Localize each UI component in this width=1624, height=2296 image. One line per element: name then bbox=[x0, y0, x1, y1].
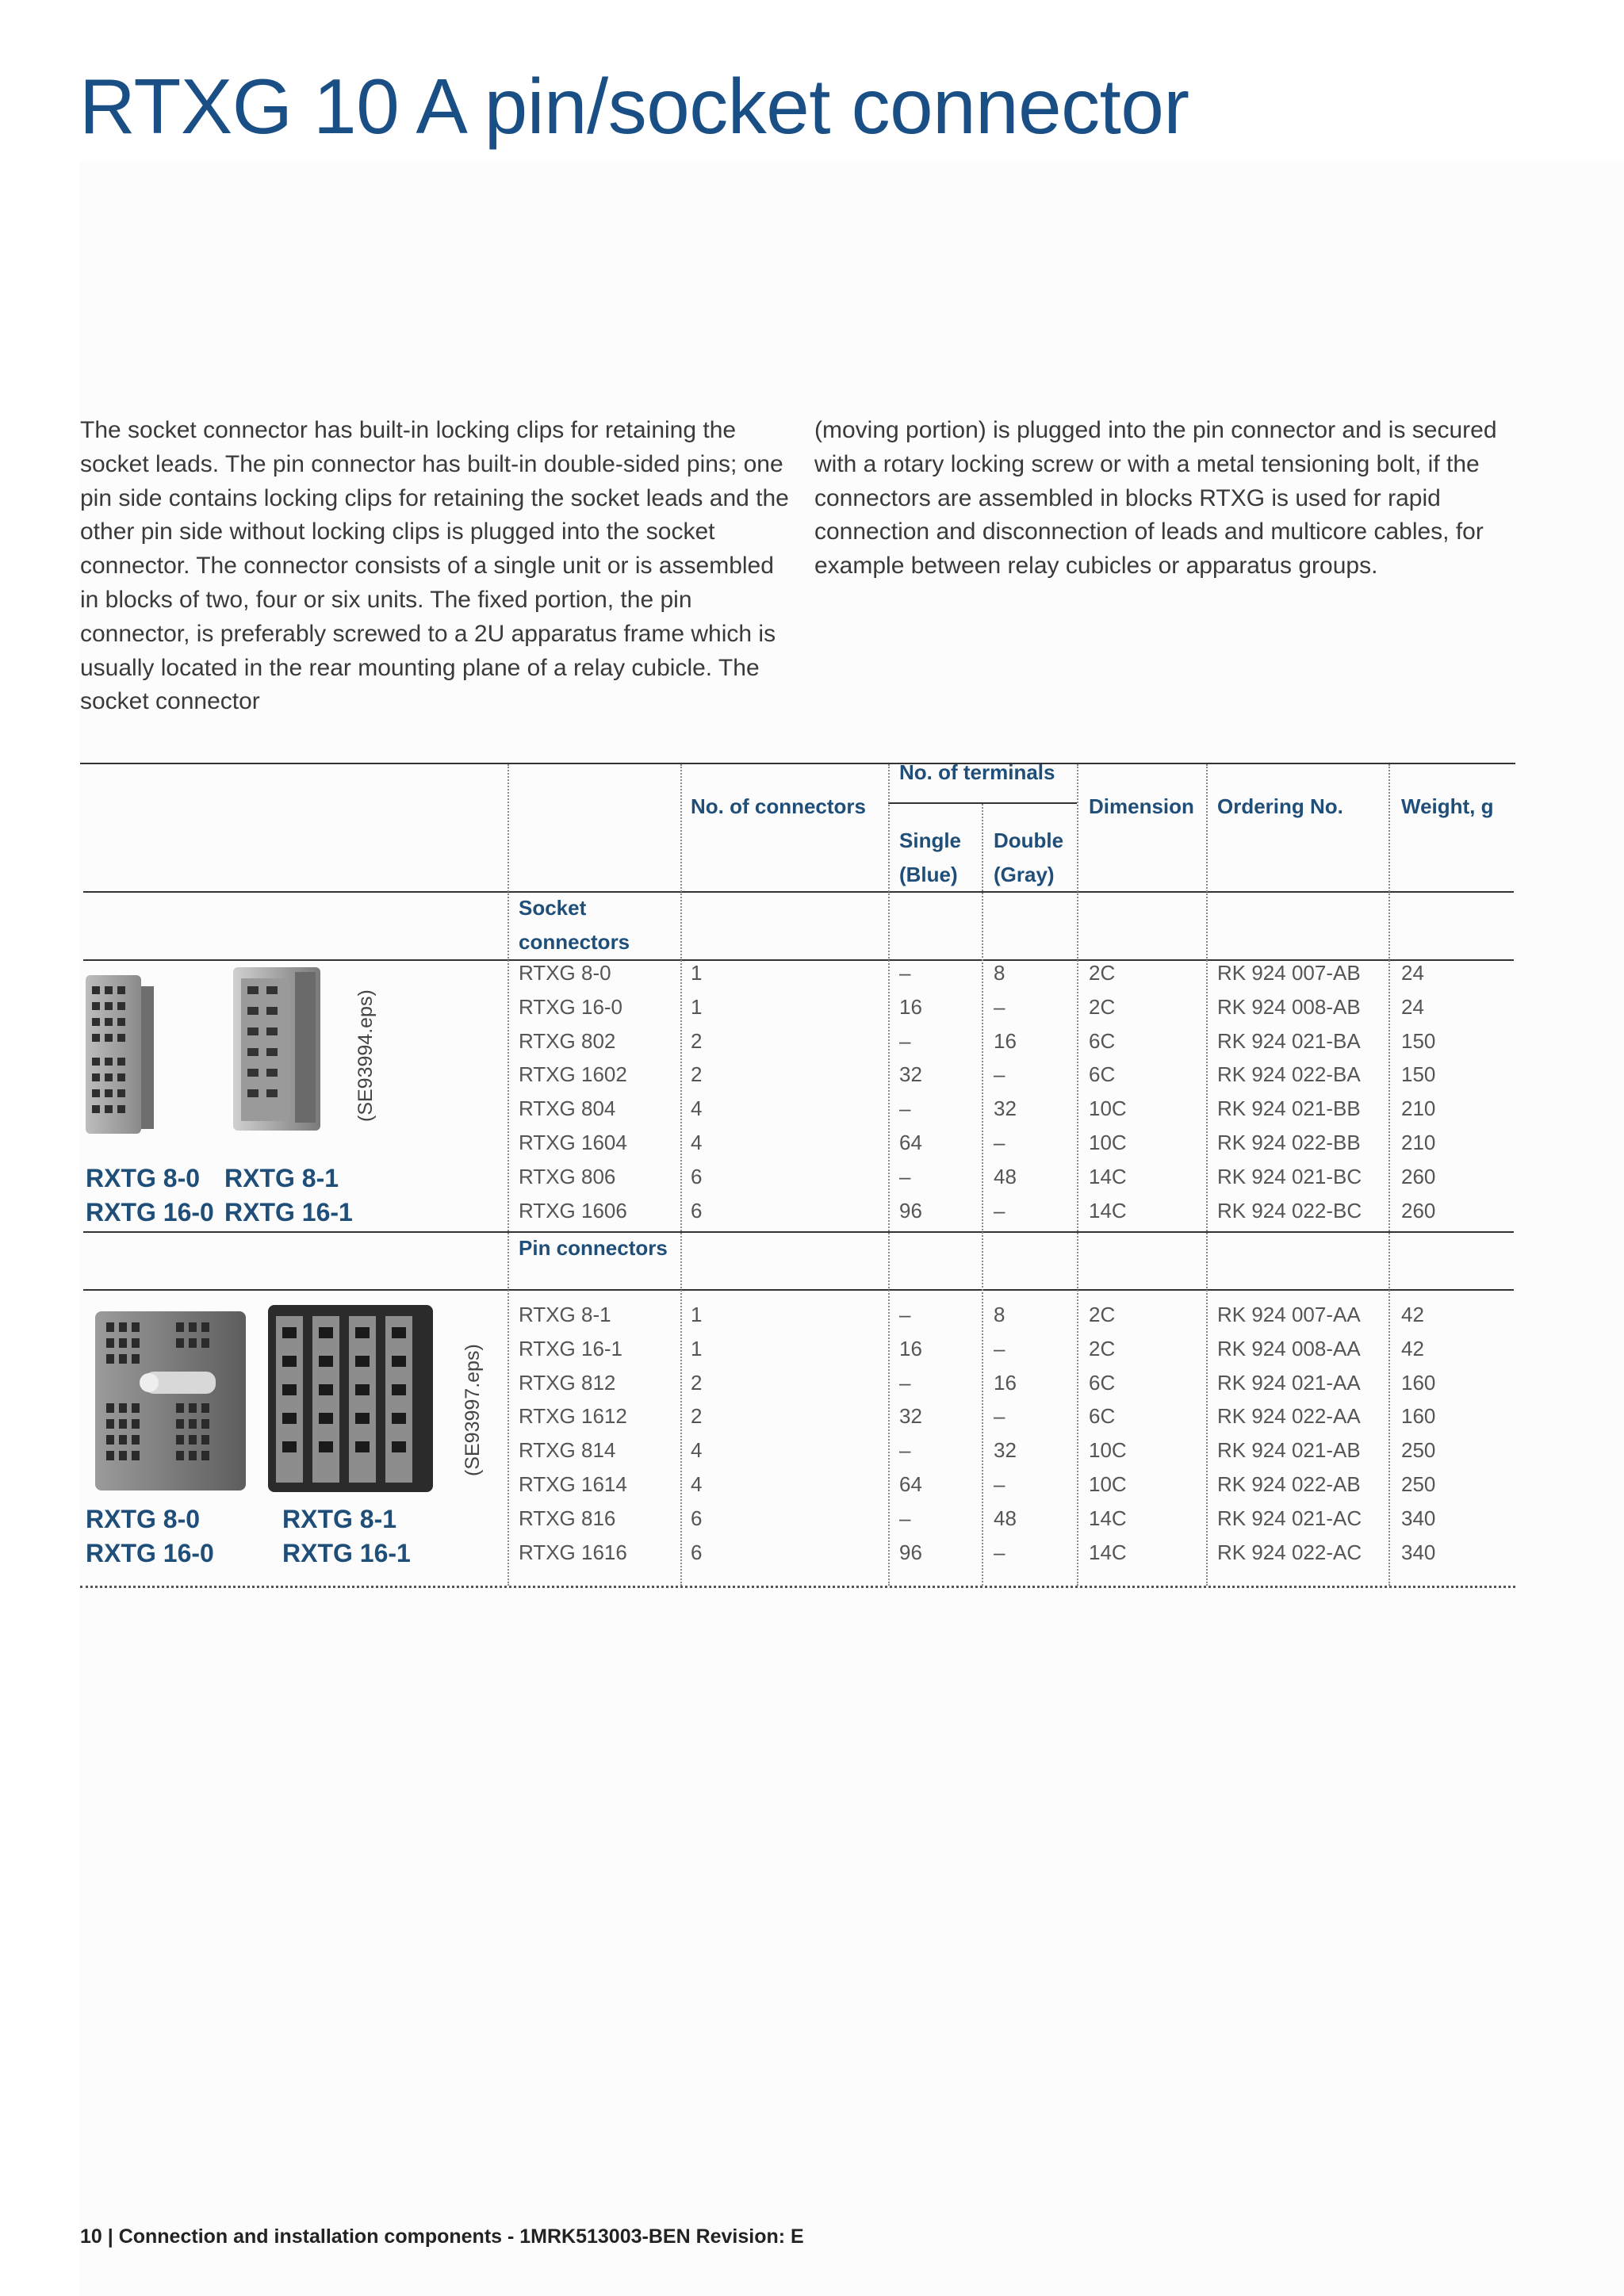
header-bottom-rule bbox=[83, 891, 1514, 893]
socket-figure-label: RXTG 8-1 bbox=[224, 1164, 339, 1192]
cell-conn: 2 bbox=[691, 1404, 703, 1429]
cell-double: – bbox=[994, 1540, 1005, 1564]
cell-order: RK 924 022-BC bbox=[1217, 1198, 1362, 1223]
cell-single: – bbox=[899, 1370, 911, 1395]
cell-type: RTXG 1606 bbox=[519, 1198, 627, 1223]
cell-single: – bbox=[899, 1028, 911, 1053]
cell-single: – bbox=[899, 1303, 911, 1326]
cell-order: RK 924 022-AB bbox=[1217, 1472, 1361, 1496]
cell-dim: 10C bbox=[1089, 1096, 1127, 1121]
cell-conn: 1 bbox=[691, 1336, 703, 1360]
header-ordering: Ordering No. bbox=[1217, 794, 1343, 818]
cell-type: RTXG 812 bbox=[519, 1370, 616, 1395]
cell-type: RTXG 806 bbox=[519, 1164, 616, 1188]
intro-paragraph-left: The socket connector has built-in locking clips for retaining the socket leads. The pin connector has built-in double-sided pins; one pin side contains locking clips for retaining the socket leads and the other pin side without locking clips is plugged into the socket connector. The connector consists of a single unit or is assembled in blocks of two, four or six units. The fixed portion, the pin connector, is preferably screwed to a 2U apparatus frame which is usually located in the rear mounting plane of a relay cubicle. The socket connector bbox=[80, 417, 789, 715]
page-footer: 10 | Connection and installation components - 1MRK513003-BEN Revision: E bbox=[80, 2225, 804, 2248]
cell-conn: 4 bbox=[691, 1472, 703, 1496]
cell-conn: 6 bbox=[691, 1506, 703, 1530]
cell-order: RK 924 021-AA bbox=[1217, 1370, 1361, 1395]
cell-weight: 340 bbox=[1401, 1540, 1436, 1564]
cell-double: 16 bbox=[994, 1028, 1017, 1053]
cell-single: – bbox=[899, 961, 911, 985]
pin-connector-image bbox=[89, 1300, 438, 1505]
cell-weight: 250 bbox=[1401, 1472, 1436, 1496]
cell-type: RTXG 1616 bbox=[519, 1540, 627, 1564]
cell-dim: 10C bbox=[1089, 1131, 1127, 1154]
pin-section-rule bbox=[83, 1289, 1514, 1291]
cell-double: – bbox=[994, 1404, 1005, 1429]
cell-weight: 42 bbox=[1401, 1336, 1424, 1360]
cell-weight: 260 bbox=[1401, 1198, 1436, 1223]
cell-single: 96 bbox=[899, 1198, 922, 1223]
cell-conn: 6 bbox=[691, 1540, 703, 1564]
cell-double: 48 bbox=[994, 1506, 1017, 1530]
cell-weight: 210 bbox=[1401, 1131, 1436, 1154]
cell-weight: 210 bbox=[1401, 1096, 1436, 1121]
cell-type: RTXG 1604 bbox=[519, 1131, 627, 1154]
cell-single: 32 bbox=[899, 1404, 922, 1429]
cell-order: RK 924 022-AC bbox=[1217, 1540, 1362, 1564]
cell-type: RTXG 802 bbox=[519, 1028, 616, 1053]
cell-single: 96 bbox=[899, 1540, 922, 1564]
cell-type: RTXG 1602 bbox=[519, 1062, 627, 1087]
cell-weight: 160 bbox=[1401, 1404, 1436, 1429]
pin-figure-ref: (SE93997.eps) bbox=[462, 1344, 484, 1476]
cell-weight: 340 bbox=[1401, 1506, 1436, 1530]
header-double-sub: (Gray) bbox=[994, 863, 1055, 886]
header-weight: Weight, g bbox=[1401, 794, 1494, 818]
cell-conn: 6 bbox=[691, 1198, 703, 1223]
cell-double: 8 bbox=[994, 1303, 1005, 1326]
cell-dim: 6C bbox=[1089, 1370, 1116, 1395]
cell-order: RK 924 007-AA bbox=[1217, 1303, 1361, 1326]
cell-conn: 6 bbox=[691, 1164, 703, 1188]
cell-type: RTXG 1614 bbox=[519, 1472, 627, 1496]
cell-double: – bbox=[994, 1472, 1005, 1496]
cell-weight: 250 bbox=[1401, 1438, 1436, 1463]
cell-order: RK 924 021-BB bbox=[1217, 1096, 1361, 1121]
cell-dim: 10C bbox=[1089, 1472, 1127, 1496]
header-connectors: No. of connectors bbox=[691, 794, 867, 818]
cell-conn: 4 bbox=[691, 1438, 703, 1463]
socket-section-label-2: connectors bbox=[519, 930, 630, 954]
cell-dim: 14C bbox=[1089, 1506, 1127, 1530]
intro-paragraph-right: (moving portion) is plugged into the pin connector and is secured with a rotary locking screw or with a metal tensioning bolt, if the connectors are assembled in blocks RTXG is used for rapid connection and disconnection of leads and multicore cables, for example between relay cubicles or apparatus groups. bbox=[814, 417, 1497, 580]
cell-order: RK 924 008-AB bbox=[1217, 994, 1361, 1019]
cell-double: – bbox=[994, 1198, 1005, 1223]
socket-figure-label: RXTG 16-1 bbox=[224, 1198, 353, 1226]
cell-single: 16 bbox=[899, 994, 922, 1019]
cell-conn: 1 bbox=[691, 1303, 703, 1326]
cell-single: 32 bbox=[899, 1062, 922, 1087]
cell-double: 32 bbox=[994, 1438, 1017, 1463]
cell-type: RTXG 16-0 bbox=[519, 994, 623, 1019]
cell-double: – bbox=[994, 1131, 1005, 1154]
socket-section-label-1: Socket bbox=[519, 896, 587, 920]
table-top-rule bbox=[80, 763, 1515, 764]
cell-conn: 2 bbox=[691, 1370, 703, 1395]
cell-dim: 6C bbox=[1089, 1062, 1116, 1087]
cell-type: RTXG 816 bbox=[519, 1506, 616, 1530]
cell-dim: 14C bbox=[1089, 1540, 1127, 1564]
cell-weight: 160 bbox=[1401, 1370, 1436, 1395]
cell-conn: 4 bbox=[691, 1131, 703, 1154]
socket-connector-image bbox=[82, 962, 336, 1146]
cell-double: 8 bbox=[994, 961, 1005, 985]
socket-figure-label: RXTG 8-0 bbox=[86, 1164, 201, 1192]
cell-conn: 1 bbox=[691, 994, 703, 1019]
cell-single: – bbox=[899, 1096, 911, 1121]
pin-figure-label: RXTG 8-0 bbox=[86, 1505, 201, 1533]
table-bottom-rule bbox=[80, 1586, 1515, 1588]
header-double: Double bbox=[994, 828, 1064, 852]
cell-order: RK 924 021-BC bbox=[1217, 1164, 1362, 1188]
cell-type: RTXG 814 bbox=[519, 1438, 616, 1463]
pin-figure-label: RXTG 16-0 bbox=[86, 1539, 214, 1567]
cell-order: RK 924 022-BA bbox=[1217, 1062, 1361, 1087]
cell-conn: 2 bbox=[691, 1028, 703, 1053]
cell-double: 16 bbox=[994, 1370, 1017, 1395]
cell-dim: 2C bbox=[1089, 994, 1116, 1019]
cell-order: RK 924 022-BB bbox=[1217, 1131, 1361, 1154]
header-single: Single bbox=[899, 828, 962, 852]
cell-dim: 14C bbox=[1089, 1164, 1127, 1188]
cell-single: 16 bbox=[899, 1336, 922, 1360]
cell-conn: 2 bbox=[691, 1062, 703, 1087]
cell-weight: 42 bbox=[1401, 1303, 1424, 1326]
cell-dim: 10C bbox=[1089, 1438, 1127, 1463]
cell-double: – bbox=[994, 1062, 1005, 1087]
cell-type: RTXG 16-1 bbox=[519, 1336, 623, 1360]
cell-single: 64 bbox=[899, 1472, 922, 1496]
cell-type: RTXG 804 bbox=[519, 1096, 616, 1121]
cell-order: RK 924 021-BA bbox=[1217, 1028, 1361, 1053]
cell-type: RTXG 8-0 bbox=[519, 961, 611, 985]
pin-section-label: Pin connectors bbox=[519, 1236, 668, 1260]
cell-type: RTXG 1612 bbox=[519, 1404, 627, 1429]
cell-dim: 14C bbox=[1089, 1198, 1127, 1223]
cell-double: – bbox=[994, 1336, 1005, 1360]
page-title: RTXG 10 A pin/socket connector bbox=[79, 63, 1189, 150]
header-dimension: Dimension bbox=[1089, 794, 1194, 818]
socket-figure-ref: (SE93994.eps) bbox=[354, 989, 377, 1122]
cell-weight: 150 bbox=[1401, 1062, 1436, 1087]
cell-weight: 24 bbox=[1401, 961, 1424, 985]
cell-conn: 1 bbox=[691, 961, 703, 985]
cell-single: – bbox=[899, 1506, 911, 1530]
cell-double: – bbox=[994, 994, 1005, 1019]
cell-double: 48 bbox=[994, 1164, 1017, 1188]
pin-figure-label: RXTG 16-1 bbox=[282, 1539, 411, 1567]
header-single-sub: (Blue) bbox=[899, 863, 958, 886]
cell-weight: 260 bbox=[1401, 1164, 1436, 1188]
cell-dim: 2C bbox=[1089, 961, 1116, 985]
table-row bbox=[0, 1540, 1624, 1575]
cell-weight: 24 bbox=[1401, 994, 1424, 1019]
cell-weight: 150 bbox=[1401, 1028, 1436, 1053]
cell-single: 64 bbox=[899, 1131, 922, 1154]
cell-type: RTXG 8-1 bbox=[519, 1303, 611, 1326]
table-row bbox=[0, 1506, 1624, 1540]
cell-dim: 6C bbox=[1089, 1028, 1116, 1053]
cell-double: 32 bbox=[994, 1096, 1017, 1121]
cell-order: RK 924 021-AB bbox=[1217, 1438, 1361, 1463]
cell-single: – bbox=[899, 1438, 911, 1463]
cell-order: RK 924 007-AB bbox=[1217, 961, 1361, 985]
cell-order: RK 924 008-AA bbox=[1217, 1336, 1361, 1360]
socket-figure-label: RXTG 16-0 bbox=[86, 1198, 214, 1226]
cell-order: RK 924 021-AC bbox=[1217, 1506, 1362, 1530]
header-terminals: No. of terminals bbox=[899, 760, 1055, 784]
cell-order: RK 924 022-AA bbox=[1217, 1404, 1361, 1429]
cell-dim: 2C bbox=[1089, 1336, 1116, 1360]
cell-dim: 2C bbox=[1089, 1303, 1116, 1326]
cell-single: – bbox=[899, 1164, 911, 1188]
pin-figure-label: RXTG 8-1 bbox=[282, 1505, 397, 1533]
cell-conn: 4 bbox=[691, 1096, 703, 1121]
cell-dim: 6C bbox=[1089, 1404, 1116, 1429]
